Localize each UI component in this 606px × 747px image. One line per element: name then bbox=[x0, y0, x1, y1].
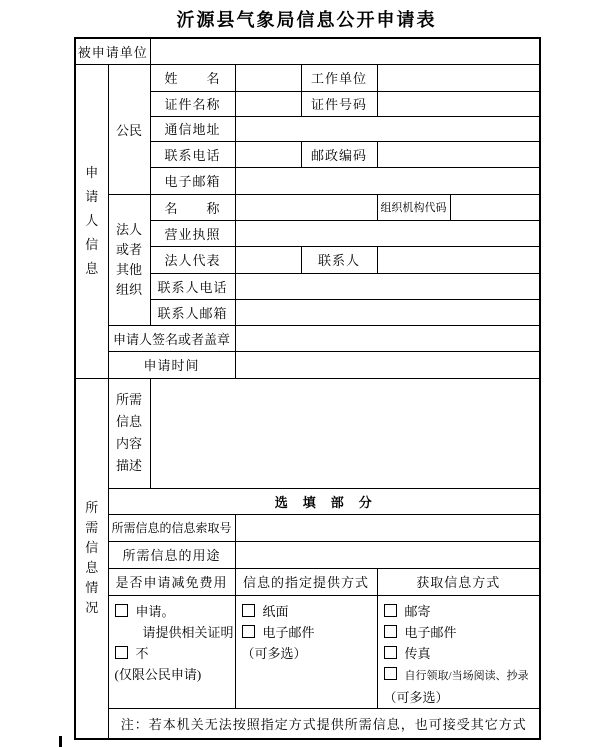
obtain-column-header: 获取信息方式 bbox=[377, 568, 540, 595]
checkbox-icon[interactable] bbox=[384, 667, 397, 680]
checkbox-option-email-delivery[interactable] bbox=[236, 622, 377, 643]
legal-rep-value-cell[interactable] bbox=[235, 246, 301, 273]
address-label: 通信地址 bbox=[150, 116, 235, 141]
citizen-group-label: 公民 bbox=[116, 122, 143, 138]
fee-apply-note: 请提供相关证明 bbox=[142, 624, 234, 640]
org-group-cell bbox=[108, 194, 150, 325]
contact-phone-value-cell[interactable] bbox=[235, 273, 540, 299]
form-note: 注：若本机关无法按照指定方式提供所需信息，也可接受其它方式 bbox=[108, 708, 540, 739]
org-group-label: 法人或者其他组织 bbox=[115, 221, 142, 297]
org-code-label: 组织机构代码 bbox=[377, 194, 450, 220]
obtain-option-label: 传真 bbox=[404, 645, 431, 661]
info-group-cell bbox=[75, 378, 108, 739]
contact-person-label: 联系人 bbox=[301, 246, 377, 273]
postcode-value-cell[interactable] bbox=[377, 141, 540, 167]
requested-unit-label: 被申请单位 bbox=[75, 38, 150, 64]
delivery-option-label: 纸面 bbox=[262, 603, 289, 619]
checkbox-icon[interactable] bbox=[384, 604, 397, 617]
name-value-cell[interactable] bbox=[235, 64, 301, 91]
applicant-info-group-label: 申请人信息 bbox=[85, 165, 99, 276]
signature-value-cell[interactable] bbox=[235, 325, 540, 351]
signature-label: 申请人签名或者盖章 bbox=[108, 325, 235, 351]
contact-phone-label: 联系人电话 bbox=[150, 273, 235, 299]
contact-person-value-cell[interactable] bbox=[377, 246, 540, 273]
cert-name-label: 证件名称 bbox=[150, 91, 235, 116]
org-code-value-cell[interactable] bbox=[450, 194, 540, 220]
checkbox-icon[interactable] bbox=[242, 625, 255, 638]
cert-name-value-cell[interactable] bbox=[235, 91, 301, 116]
email-value-cell[interactable] bbox=[235, 167, 540, 194]
work-unit-value-cell[interactable] bbox=[377, 64, 540, 91]
org-name-value-cell[interactable] bbox=[235, 194, 377, 220]
phone-value-cell[interactable] bbox=[235, 141, 301, 167]
obtain-option-label: 电子邮件 bbox=[404, 624, 457, 640]
form-title: 沂源县气象局信息公开申请表 bbox=[176, 10, 437, 30]
email-label: 电子邮箱 bbox=[150, 167, 235, 194]
delivery-column-header: 信息的指定提供方式 bbox=[235, 568, 377, 595]
work-unit-label: 工作单位 bbox=[301, 64, 377, 91]
apply-time-value-cell[interactable] bbox=[235, 351, 540, 378]
delivery-options-cell bbox=[235, 595, 377, 708]
phone-label: 联系电话 bbox=[150, 141, 235, 167]
contact-email-value-cell[interactable] bbox=[235, 299, 540, 325]
applicant-info-group-cell bbox=[75, 64, 108, 378]
checkbox-option-fee-no[interactable] bbox=[109, 643, 235, 664]
apply-time-label: 申请时间 bbox=[108, 351, 235, 378]
purpose-value-cell[interactable] bbox=[235, 541, 540, 568]
checkbox-option-email-obtain[interactable] bbox=[378, 622, 540, 643]
description-label: 所需信息内容描述 bbox=[115, 392, 142, 473]
checkbox-option-fee-apply[interactable] bbox=[109, 601, 235, 622]
checkbox-icon[interactable] bbox=[115, 646, 128, 659]
legal-rep-label: 法人代表 bbox=[150, 246, 235, 273]
text-cursor bbox=[59, 736, 62, 747]
requested-unit-value-cell[interactable] bbox=[150, 38, 540, 64]
request-number-value-cell[interactable] bbox=[235, 514, 540, 541]
delivery-option-label: 电子邮件 bbox=[262, 624, 315, 640]
name-label: 姓 名 bbox=[150, 64, 235, 91]
obtain-option-label: 自行领取/当场阅读、抄录 bbox=[404, 669, 529, 682]
address-value-cell[interactable] bbox=[235, 116, 540, 141]
purpose-label: 所需信息的用途 bbox=[108, 541, 235, 568]
checkbox-option-mail[interactable] bbox=[378, 601, 540, 622]
checkbox-option-self-pickup[interactable] bbox=[378, 664, 540, 687]
fee-column-header: 是否申请减免费用 bbox=[108, 568, 235, 595]
checkbox-icon[interactable] bbox=[115, 604, 128, 617]
optional-part-header: 选 填 部 分 bbox=[108, 488, 540, 514]
cert-number-value-cell[interactable] bbox=[377, 91, 540, 116]
obtain-footnote: （可多选） bbox=[383, 689, 449, 705]
checkbox-icon[interactable] bbox=[242, 604, 255, 617]
description-label-cell bbox=[108, 378, 150, 488]
obtain-options-cell bbox=[377, 595, 540, 708]
fee-no-label: 不 bbox=[135, 645, 149, 661]
fee-apply-label: 申请。 bbox=[135, 603, 175, 619]
fee-footnote: (仅限公民申请) bbox=[114, 666, 202, 682]
fee-options-cell bbox=[108, 595, 235, 708]
checkbox-icon[interactable] bbox=[384, 646, 397, 659]
obtain-option-label: 邮寄 bbox=[404, 603, 431, 619]
org-name-label: 名 称 bbox=[150, 194, 235, 220]
request-number-label: 所需信息的信息索取号 bbox=[108, 514, 235, 541]
checkbox-option-fax[interactable] bbox=[378, 643, 540, 664]
delivery-footnote: （可多选） bbox=[241, 645, 307, 661]
application-form-table bbox=[74, 37, 541, 740]
business-license-label: 营业执照 bbox=[150, 220, 235, 246]
info-group-label: 所需信息情况 bbox=[85, 500, 99, 616]
contact-email-label: 联系人邮箱 bbox=[150, 299, 235, 325]
business-license-value-cell[interactable] bbox=[235, 220, 540, 246]
postcode-label: 邮政编码 bbox=[301, 141, 377, 167]
citizen-group-cell bbox=[108, 64, 150, 194]
checkbox-option-paper[interactable] bbox=[236, 601, 377, 622]
checkbox-icon[interactable] bbox=[384, 625, 397, 638]
cert-number-label: 证件号码 bbox=[301, 91, 377, 116]
description-value-cell[interactable] bbox=[150, 378, 540, 488]
